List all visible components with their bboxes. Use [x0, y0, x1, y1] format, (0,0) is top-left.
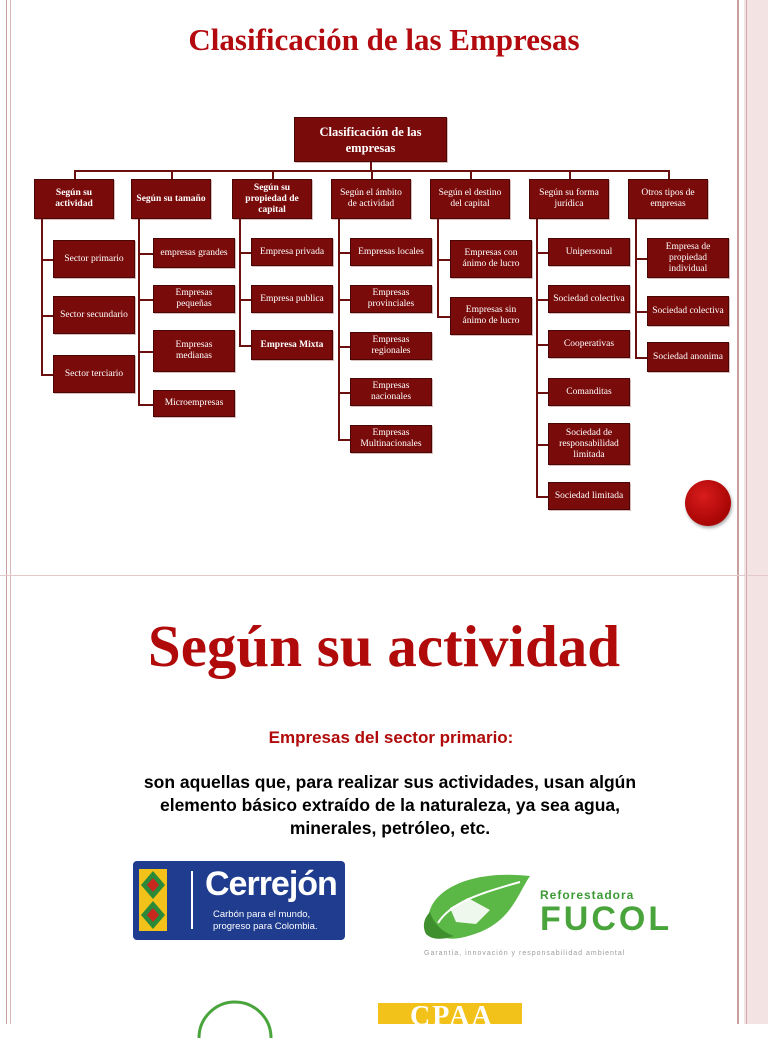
chart-connector — [371, 170, 373, 179]
cerrejon-wordmark: Cerrejón — [205, 865, 337, 903]
right-border-line — [737, 0, 739, 1024]
chart-connector — [74, 170, 76, 179]
chart-connector — [668, 170, 670, 179]
chart-connector — [338, 252, 350, 254]
chart-connector — [138, 351, 153, 353]
subcategory-box: Empresa de propiedad individual — [647, 238, 729, 278]
fucol-tagline: Garantía, innovación y responsabilidad ambiental — [424, 950, 626, 957]
subcategory-box: Empresas locales — [350, 238, 432, 266]
subcategory-box: Sociedad de responsabilidad limitada — [548, 423, 630, 465]
chart-connector — [635, 219, 637, 357]
section-title: Según su actividad — [147, 613, 621, 679]
chart-connector — [239, 345, 251, 347]
subcategory-box: Sector secundario — [53, 296, 135, 334]
chart-connector — [536, 392, 548, 394]
left-border-line — [10, 0, 11, 1024]
subcategory-box: Empresa publica — [251, 285, 333, 313]
chart-connector — [536, 299, 548, 301]
category-box: Otros tipos de empresas — [628, 179, 708, 219]
section-subheading: Empresas del sector primario: — [268, 728, 514, 747]
page-divider — [0, 575, 768, 576]
chart-root-box: Clasificación de las empresas — [294, 117, 447, 162]
fucol-wordmark: FUCOL — [540, 900, 673, 938]
chart-connector — [41, 374, 53, 376]
chart-connector — [138, 404, 153, 406]
subcategory-box: Sociedad colectiva — [647, 296, 729, 326]
fucol-logo — [420, 866, 673, 962]
chart-connector — [437, 316, 450, 318]
chart-connector — [635, 311, 647, 313]
subcategory-box: Empresas nacionales — [350, 378, 432, 406]
chart-connector — [41, 219, 43, 374]
subcategory-box: Empresas regionales — [350, 332, 432, 360]
chart-connector — [536, 344, 548, 346]
chart-connector — [338, 346, 350, 348]
chart-connector — [536, 219, 538, 496]
category-box: Según su tamaño — [131, 179, 211, 219]
chart-connector — [239, 252, 251, 254]
chart-connector — [536, 252, 548, 254]
chart-connector — [239, 219, 241, 345]
chart-connector — [338, 439, 350, 441]
cerrejon-tagline: Carbón para el mundo, — [213, 909, 311, 920]
subcategory-box: Empresas sin ánimo de lucro — [450, 297, 532, 335]
chart-connector — [635, 357, 647, 359]
category-box: Según su forma jurídica — [529, 179, 609, 219]
chart-connector — [569, 170, 571, 179]
subcategory-box: Empresa Mixta — [251, 330, 333, 360]
subcategory-box: Sector primario — [53, 240, 135, 278]
chart-connector — [138, 299, 153, 301]
cerrejon-logo — [133, 861, 345, 940]
category-box: Según el destino del capital — [430, 179, 510, 219]
category-box: Según su propiedad de capital — [232, 179, 312, 219]
page-title: Clasificación de las Empresas — [188, 22, 580, 57]
subcategory-box: Microempresas — [153, 390, 235, 417]
chart-connector — [239, 299, 251, 301]
subcategory-box: Sociedad anonima — [647, 342, 729, 372]
subcategory-box: Empresas provinciales — [350, 285, 432, 313]
subcategory-box: Empresas medianas — [153, 330, 235, 372]
chart-connector — [272, 170, 274, 179]
subcategory-box: Sector terciario — [53, 355, 135, 393]
left-border-line — [6, 0, 7, 1024]
chart-connector — [41, 315, 53, 317]
green-arc-logo — [195, 998, 275, 1058]
cpaa-logo — [378, 1003, 522, 1024]
red-circle-decoration — [685, 480, 731, 526]
subcategory-box: Empresa privada — [251, 238, 333, 266]
chart-connector — [536, 444, 548, 446]
chart-connector — [635, 258, 647, 260]
chart-connector — [171, 170, 173, 179]
subcategory-box: Sociedad colectiva — [548, 285, 630, 313]
subcategory-box: Empresas pequeñas — [153, 285, 235, 313]
chart-connector — [138, 253, 153, 255]
cpaa-wordmark: CPAA — [410, 1003, 494, 1024]
fucol-small-label: Reforestadora — [540, 888, 635, 902]
category-box: Según su actividad — [34, 179, 114, 219]
chart-connector — [370, 162, 372, 170]
chart-connector — [41, 259, 53, 261]
leaf-icon — [420, 868, 540, 948]
subcategory-box: Comanditas — [548, 378, 630, 406]
section-body: son aquellas que, para realizar sus actividades, usan algún elemento básico extraído de la naturaleza, ya sea agua, minerales, petróleo, etc. — [143, 772, 637, 838]
cerrejon-tagline: progreso para Colombia. — [213, 921, 318, 932]
right-border-line — [746, 0, 747, 1024]
chart-connector — [437, 259, 450, 261]
category-box: Según el ámbito de actividad — [331, 179, 411, 219]
subcategory-box: Sociedad limitada — [548, 482, 630, 510]
subcategory-box: Empresas con ánimo de lucro — [450, 240, 532, 278]
subcategory-box: Cooperativas — [548, 330, 630, 358]
chart-connector — [338, 299, 350, 301]
chart-connector — [536, 496, 548, 498]
chart-connector — [437, 219, 439, 316]
chart-connector — [338, 392, 350, 394]
subcategory-box: Unipersonal — [548, 238, 630, 266]
right-border-band — [744, 0, 768, 1024]
logo-separator — [191, 871, 193, 929]
subcategory-box: empresas grandes — [153, 238, 235, 268]
chart-connector — [138, 219, 140, 404]
cerrejon-emblem-icon — [139, 869, 167, 931]
chart-connector — [470, 170, 472, 179]
subcategory-box: Empresas Multinacionales — [350, 425, 432, 453]
